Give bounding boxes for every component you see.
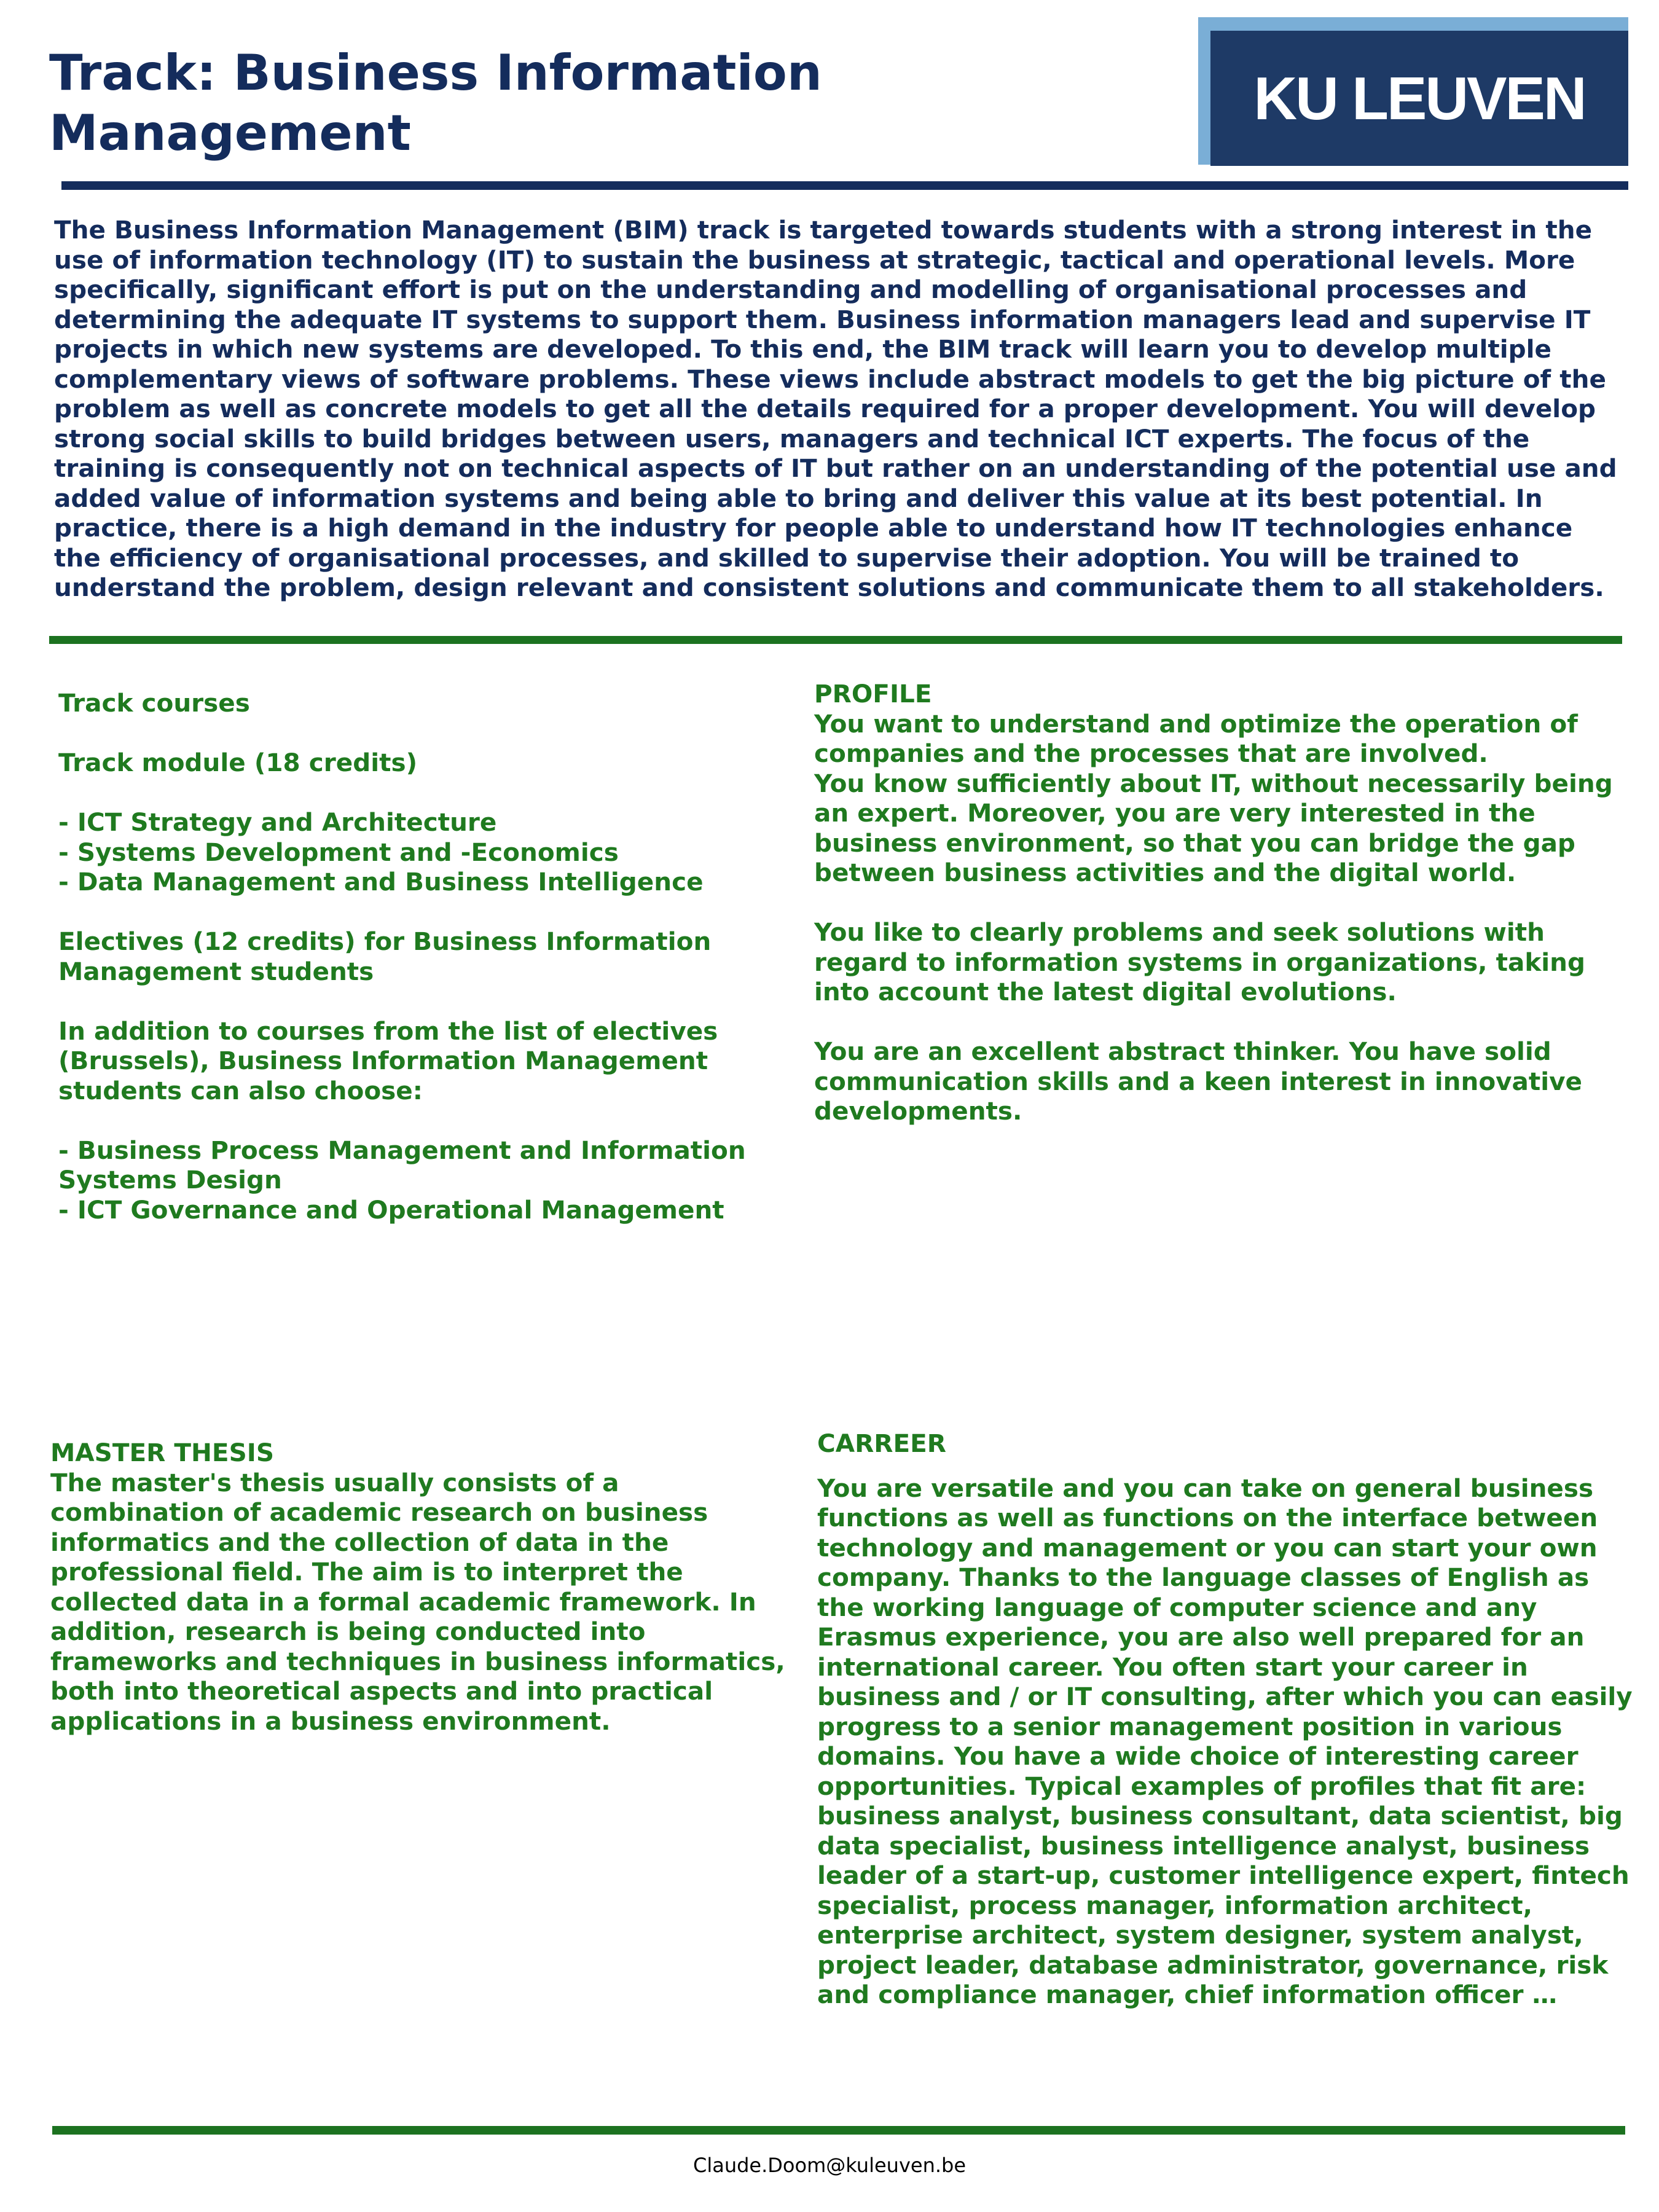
header-divider <box>61 181 1628 190</box>
logo-text: KU LEUVEN <box>1253 64 1585 132</box>
profile-heading: PROFILE <box>814 679 932 708</box>
profile-paragraph: You like to clearly problems and seek solutions with regard to information systems in organizations, taking into account the latest digital evolutions. <box>814 917 1585 1006</box>
elective-course-item: - ICT Governance and Operational Management <box>58 1194 724 1225</box>
page-title-line-2: Management <box>49 104 411 162</box>
module-course-item: - ICT Strategy and Architecture <box>58 807 497 837</box>
ku-leuven-logo <box>1210 31 1628 166</box>
profile-paragraph: You are an excellent abstract thinker. You have solid communication skills and a keen interest in innovative developments. <box>814 1037 1582 1126</box>
page-title-line-1: Track: Business Information <box>49 44 822 101</box>
thesis-heading: MASTER THESIS <box>50 1438 274 1467</box>
module-course-item: - Data Management and Business Intelligence <box>58 867 704 896</box>
thesis-text: The master's thesis usually consists of a combination of academic research on business informatics and the collection of data in the professional field. The aim is to interpret the collected data in a formal academic framework. In addition, research is being conducted into frameworks and techniques in business informatics, both into theoretical aspects and into practical applications in a business environment. <box>50 1467 785 1736</box>
track-courses-section <box>58 688 808 1225</box>
footer <box>0 2154 1659 2177</box>
intro-paragraph: The Business Information Management (BIM) track is targeted towards students with a strong interest in the use of information technology (IT) to sustain the business at strategic, tactical and operational levels. More specifically, significant effort is put on the understanding and modelling of organisational processes and determining the adequate IT systems to support them. Business information managers lead and supervise IT projects in which new systems are developed. To this end, the BIM track will learn you to develop multiple complementary views of software problems. These views include abstract models to get the big picture of the problem as well as concrete models to get all the details required for a proper development. You will develop strong social skills to build bridges between users, managers and technical ICT experts. The focus of the training is consequently not on technical aspects of IT but rather on an understanding of the potential use and added value of information systems and being able to bring and deliver this value at its best potential. In practice, there is a high demand in the industry for people able to understand how IT technologies enhance the efficiency of organisational processes, and skilled to supervise their adoption. You will be trained to understand the problem, design relevant and consistent solutions and communicate them to all stakeholders. <box>54 215 1617 602</box>
profile-paragraph: You want to understand and optimize the operation of companies and the processes that are involved. <box>814 708 1578 768</box>
electives-text: In addition to courses from the list of electives (Brussels), Business Information Management students can also choose: <box>58 1016 718 1105</box>
track-module-heading: Track module (18 credits) <box>58 748 418 777</box>
profile-section <box>814 679 1613 1126</box>
profile-paragraph: You know sufficiently about IT, without necessarily being an expert. Moreover, you are very interested in the business environment, so that you can bridge the gap between business activities and the digital world. <box>814 768 1613 887</box>
track-courses-heading: Track courses <box>58 688 250 718</box>
master-thesis-section <box>50 1438 788 1736</box>
career-section <box>817 1429 1641 2010</box>
career-heading: CARREER <box>817 1429 946 1458</box>
footer-divider <box>52 2126 1625 2135</box>
elective-course-item: - Business Process Management and Information Systems Design <box>58 1135 746 1194</box>
contact-email[interactable]: Claude.Doom@kuleuven.be <box>692 2154 967 2177</box>
module-course-item: - Systems Development and -Economics <box>58 837 619 867</box>
career-text: You are versatile and you can take on general business functions as well as functions on the interface between technology and management or you can start your own company. Thanks to the language classes of English as the working language of computer science and any Erasmus experience, you are also well prepared for an international career. You often start your career in business and / or IT consulting, after which you can easily progress to a senior management position in various domains. You have a wide choice of interesting career opportunities. Typical examples of profiles that fit are: business analyst, business consultant, data scientist, big data specialist, business intelligence analyst, business leader of a start-up, customer intelligence expert, fintech specialist, process manager, information architect, enterprise architect, system designer, system analyst, project leader, database administrator, governance, risk and compliance manager, chief information officer … <box>817 1473 1633 2009</box>
section-divider <box>49 636 1622 644</box>
page-title <box>49 43 1032 163</box>
electives-heading: Electives (12 credits) for Business Information Management students <box>58 927 712 986</box>
